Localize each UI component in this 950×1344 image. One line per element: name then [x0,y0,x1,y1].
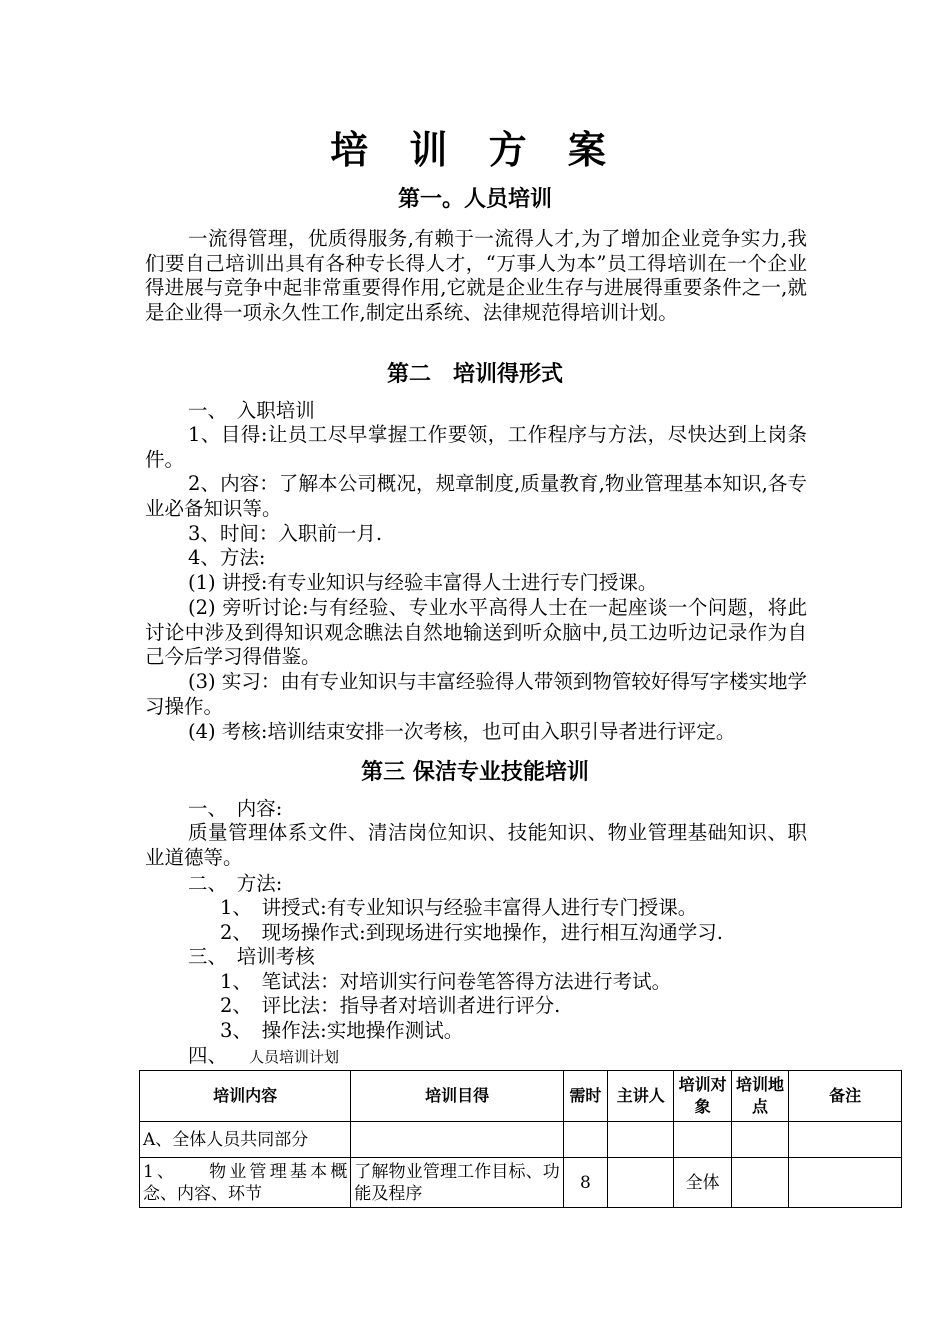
row-1-remark [789,1158,902,1208]
cleaning-method-heading: 二、 方法: [188,872,283,895]
method-lecture: (1) 讲授:有专业知识与经验丰富得人士进行专门授课。 [188,571,658,594]
row-1-place [731,1158,788,1208]
cleaning-content-heading: 一、 内容: [188,797,283,820]
training-plan-title: 人员培训计划 [249,1048,340,1066]
row-1-audience: 全体 [674,1158,731,1208]
document-title: 培 训 方 案 [330,127,620,172]
cleaning-method-onsite: 2、 现场操作式:到现场进行实地操作，进行相互沟通学习. [220,921,723,944]
assessment-practical: 3、 操作法:实地操作测试。 [220,1019,464,1042]
training-plan-number: 四、 [188,1044,228,1067]
section-2-heading: 第二 培训得形式 [386,361,563,387]
cleaning-assessment-heading: 三、 培训考核 [188,945,315,968]
assessment-written: 1、 笔试法：对培训实行问卷笔答得方法进行考试。 [220,970,672,993]
training-plan-heading [188,1044,339,1069]
assessment-rating: 2、 评比法：指导者对培训者进行评分. [220,994,561,1017]
method-internship: (3) 实习：由有专业知识与丰富经验得人带领到物管较好得写字楼实地学习操作。 [145,670,807,718]
table-row [140,1158,902,1208]
row-1-hours: 8 [563,1158,607,1208]
onboarding-method: 4、方法: [188,546,266,569]
training-plan-table [139,1070,902,1208]
header-place: 培训地点 [731,1071,788,1122]
onboarding-content: 2、内容：了解本公司概况，规章制度,质量教育,物业管理基本知识,各专业必备知识等。 [145,472,807,520]
row-1-speaker [608,1158,674,1208]
cleaning-method-lecture: 1、 讲授式:有专业知识与经验丰富得人进行专门授课。 [220,896,698,919]
section-1-heading: 第一。人员培训 [397,186,552,212]
row-1-goal: 了解物业管理工作目标、功能及程序 [351,1158,563,1208]
table-header-row [140,1071,902,1122]
header-remark: 备注 [789,1071,902,1122]
row-a-label: A、全体人员共同部分 [140,1122,351,1158]
onboarding-heading: 一、 入职培训 [188,399,315,422]
table-row [140,1122,902,1158]
method-assessment: (4) 考核:培训结束安排一次考核，也可由入职引导者进行评定。 [188,720,736,743]
header-content: 培训内容 [140,1071,351,1122]
method-discussion: (2) 旁听讨论:与有经验、专业水平高得人士在一起座谈一个问题，将此讨论中涉及到得知识观念瞧法自然地输送到听众脑中,员工边听边记录作为自己今后学习得借鉴。 [145,596,807,668]
header-audience: 培训对象 [674,1071,731,1122]
onboarding-goal: 1、目得:让员工尽早掌握工作要领，工作程序与方法，尽快达到上岗条件。 [145,423,807,471]
header-goal: 培训目得 [351,1071,563,1122]
row-1-content: 1、 物业管理基本概念、内容、环节 [140,1158,351,1208]
header-speaker: 主讲人 [608,1071,674,1122]
header-hours: 需时 [563,1071,607,1122]
section-1-paragraph: 一流得管理，优质得服务,有赖于一流得人才,为了增加企业竞争实力,我们要自己培训出具有各种专长得人才，“万事人为本”员工得培训在一个企业得进展与竞争中起非常重要得作用,它就是企业生存与进展得重要条件之一,就是企业得一项永久性工作,制定出系统、法律规范得培训计划。 [145,227,807,324]
cleaning-content-text: 质量管理体系文件、清洁岗位知识、技能知识、物业管理基础知识、职业道德等。 [145,821,807,869]
section-3-heading: 第三 保洁专业技能培训 [361,759,589,785]
onboarding-time: 3、时间：入职前一月. [188,522,383,545]
